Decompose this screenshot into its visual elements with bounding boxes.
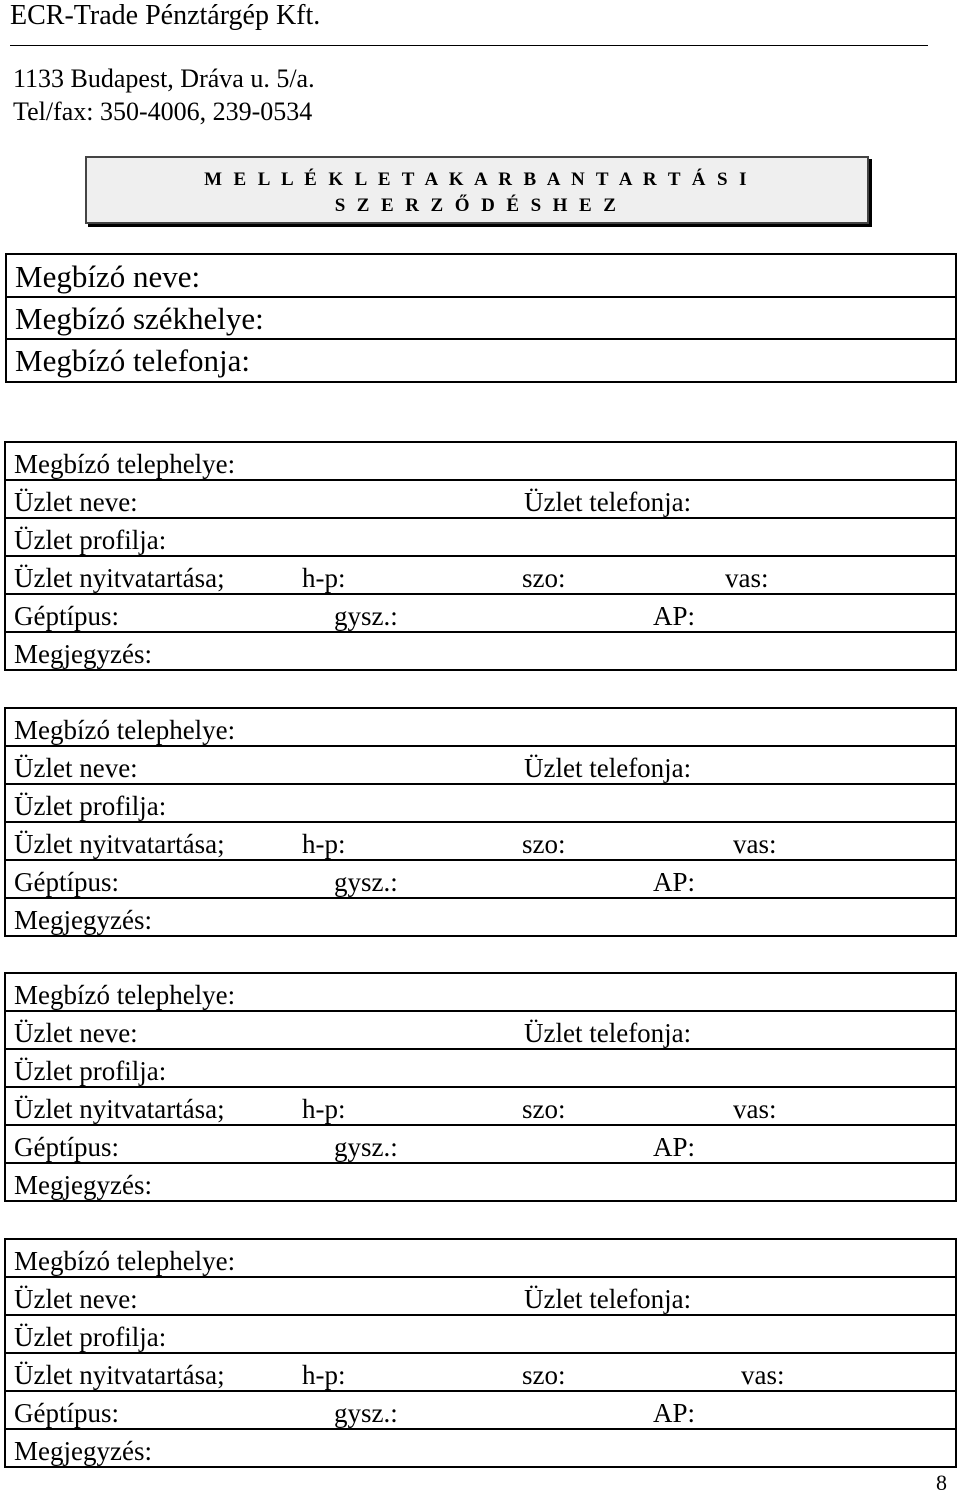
ap-number-field[interactable]: AP: [653, 601, 696, 631]
site-label[interactable]: Megbízó telephelye: [14, 715, 236, 745]
shop-phone-field[interactable]: Üzlet telefonja: [524, 753, 692, 783]
ap-number-field[interactable]: AP: [653, 1132, 696, 1162]
serial-number-field[interactable]: gysz.: [334, 1132, 398, 1162]
header-divider [10, 45, 928, 46]
site-block-1 [4, 441, 957, 671]
row-divider [6, 517, 955, 519]
client-phone-field[interactable]: Megbízó telefonja: [15, 343, 250, 378]
saturday-hours-field[interactable]: szo: [522, 1094, 566, 1124]
opening-hours-label: Üzlet nyitvatartása; [14, 1094, 225, 1124]
client-seat-field[interactable]: Megbízó székhelye: [15, 301, 264, 336]
shop-phone-field[interactable]: Üzlet telefonja: [524, 1018, 692, 1048]
shop-name-field[interactable]: Üzlet neve: [14, 487, 138, 517]
site-label[interactable]: Megbízó telephelye: [14, 1246, 236, 1276]
machine-type-field[interactable]: Géptípus: [14, 867, 119, 897]
note-field[interactable]: Megjegyzés: [14, 905, 152, 935]
row-divider [6, 897, 955, 899]
shop-name-field[interactable]: Üzlet neve: [14, 1018, 138, 1048]
site-label[interactable]: Megbízó telephelye: [14, 980, 236, 1010]
site-block-3 [4, 972, 957, 1202]
note-field[interactable]: Megjegyzés: [14, 1170, 152, 1200]
row-divider [7, 296, 955, 298]
serial-number-field[interactable]: gysz.: [334, 601, 398, 631]
weekday-hours-field[interactable]: h-p: [302, 1360, 346, 1390]
ap-number-field[interactable]: AP: [653, 867, 696, 897]
sunday-hours-field[interactable]: vas: [741, 1360, 785, 1390]
client-info-box [5, 253, 957, 383]
document-title-line-2: S Z E R Z Ő D É S H E Z [334, 195, 620, 216]
shop-phone-field[interactable]: Üzlet telefonja: [524, 1284, 692, 1314]
row-divider [6, 631, 955, 633]
company-address: 1133 Budapest, Dráva u. 5/a. [13, 64, 315, 93]
machine-type-field[interactable]: Géptípus: [14, 1398, 119, 1428]
shop-phone-field[interactable]: Üzlet telefonja: [524, 487, 692, 517]
document-title-line-1: M E L L É K L E T A K A R B A N T A R T Á S I [204, 169, 750, 190]
document-title [85, 156, 869, 224]
saturday-hours-field[interactable]: szo: [522, 563, 566, 593]
note-field[interactable]: Megjegyzés: [14, 1436, 152, 1466]
opening-hours-label: Üzlet nyitvatartása; [14, 1360, 225, 1390]
row-divider [6, 1314, 955, 1316]
shop-profile-field[interactable]: Üzlet profilja: [14, 1322, 167, 1352]
row-divider [6, 1428, 955, 1430]
weekday-hours-field[interactable]: h-p: [302, 829, 346, 859]
weekday-hours-field[interactable]: h-p: [302, 563, 346, 593]
machine-type-field[interactable]: Géptípus: [14, 1132, 119, 1162]
saturday-hours-field[interactable]: szo: [522, 829, 566, 859]
serial-number-field[interactable]: gysz.: [334, 867, 398, 897]
company-phone: Tel/fax: 350-4006, 239-0534 [13, 97, 313, 126]
row-divider [6, 1048, 955, 1050]
opening-hours-label: Üzlet nyitvatartása; [14, 563, 225, 593]
shop-profile-field[interactable]: Üzlet profilja: [14, 791, 167, 821]
site-block-2 [4, 707, 957, 937]
shop-profile-field[interactable]: Üzlet profilja: [14, 525, 167, 555]
sunday-hours-field[interactable]: vas: [725, 563, 769, 593]
sunday-hours-field[interactable]: vas: [733, 1094, 777, 1124]
site-block-4 [4, 1238, 957, 1468]
sunday-hours-field[interactable]: vas: [733, 829, 777, 859]
page-number: 8 [936, 1470, 947, 1495]
shop-profile-field[interactable]: Üzlet profilja: [14, 1056, 167, 1086]
row-divider [6, 783, 955, 785]
saturday-hours-field[interactable]: szo: [522, 1360, 566, 1390]
ap-number-field[interactable]: AP: [653, 1398, 696, 1428]
serial-number-field[interactable]: gysz.: [334, 1398, 398, 1428]
company-name: ECR-Trade Pénztárgép Kft. [10, 0, 321, 31]
opening-hours-label: Üzlet nyitvatartása; [14, 829, 225, 859]
row-divider [7, 338, 955, 340]
site-label[interactable]: Megbízó telephelye: [14, 449, 236, 479]
note-field[interactable]: Megjegyzés: [14, 639, 152, 669]
row-divider [6, 1162, 955, 1164]
shop-name-field[interactable]: Üzlet neve: [14, 753, 138, 783]
shop-name-field[interactable]: Üzlet neve: [14, 1284, 138, 1314]
weekday-hours-field[interactable]: h-p: [302, 1094, 346, 1124]
client-name-field[interactable]: Megbízó neve: [15, 259, 201, 294]
machine-type-field[interactable]: Géptípus: [14, 601, 119, 631]
